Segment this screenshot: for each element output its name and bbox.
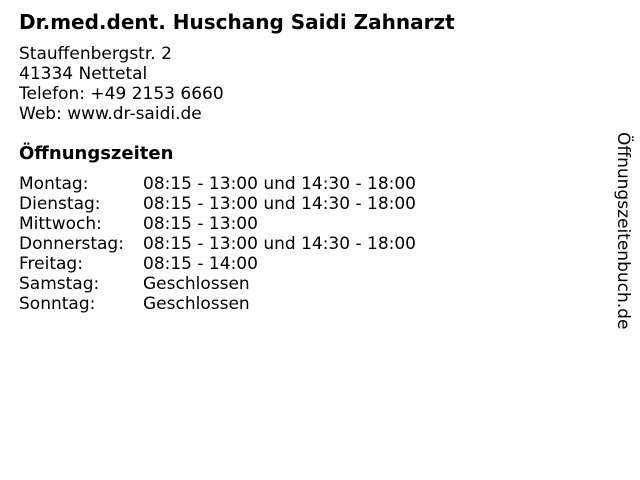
day-label: Dienstag: <box>19 194 101 214</box>
hours-row-monday <box>19 174 416 194</box>
time-value: 08:15 - 14:00 <box>143 254 258 274</box>
day-label: Sonntag: <box>19 294 96 314</box>
address-street: Stauffenbergstr. 2 <box>19 44 172 64</box>
address-city: 41334 Nettetal <box>19 64 148 84</box>
business-name: Dr.med.dent. Huschang Saidi Zahnarzt <box>19 10 455 34</box>
site-watermark: Öffnungszeitenbuch.de <box>613 132 633 330</box>
time-value: 08:15 - 13:00 und 14:30 - 18:00 <box>143 174 416 194</box>
day-label: Donnerstag: <box>19 234 124 254</box>
hours-row-thursday <box>19 234 416 254</box>
time-value: 08:15 - 13:00 und 14:30 - 18:00 <box>143 234 416 254</box>
time-value: 08:15 - 13:00 <box>143 214 258 234</box>
day-label: Freitag: <box>19 254 83 274</box>
opening-hours-heading: Öffnungszeiten <box>19 143 174 164</box>
time-value: 08:15 - 13:00 und 14:30 - 18:00 <box>143 194 416 214</box>
phone-line: Telefon: +49 2153 6660 <box>19 84 224 104</box>
hours-row-wednesday <box>19 214 416 234</box>
day-label: Mittwoch: <box>19 214 102 234</box>
address-block <box>19 44 224 124</box>
hours-row-sunday <box>19 294 416 314</box>
opening-hours-table <box>19 174 416 314</box>
time-value: Geschlossen <box>143 274 250 294</box>
day-label: Montag: <box>19 174 89 194</box>
day-label: Samstag: <box>19 274 100 294</box>
web-line: Web: www.dr-saidi.de <box>19 104 202 124</box>
time-value: Geschlossen <box>143 294 250 314</box>
hours-row-tuesday <box>19 194 416 214</box>
hours-row-friday <box>19 254 416 274</box>
hours-row-saturday <box>19 274 416 294</box>
